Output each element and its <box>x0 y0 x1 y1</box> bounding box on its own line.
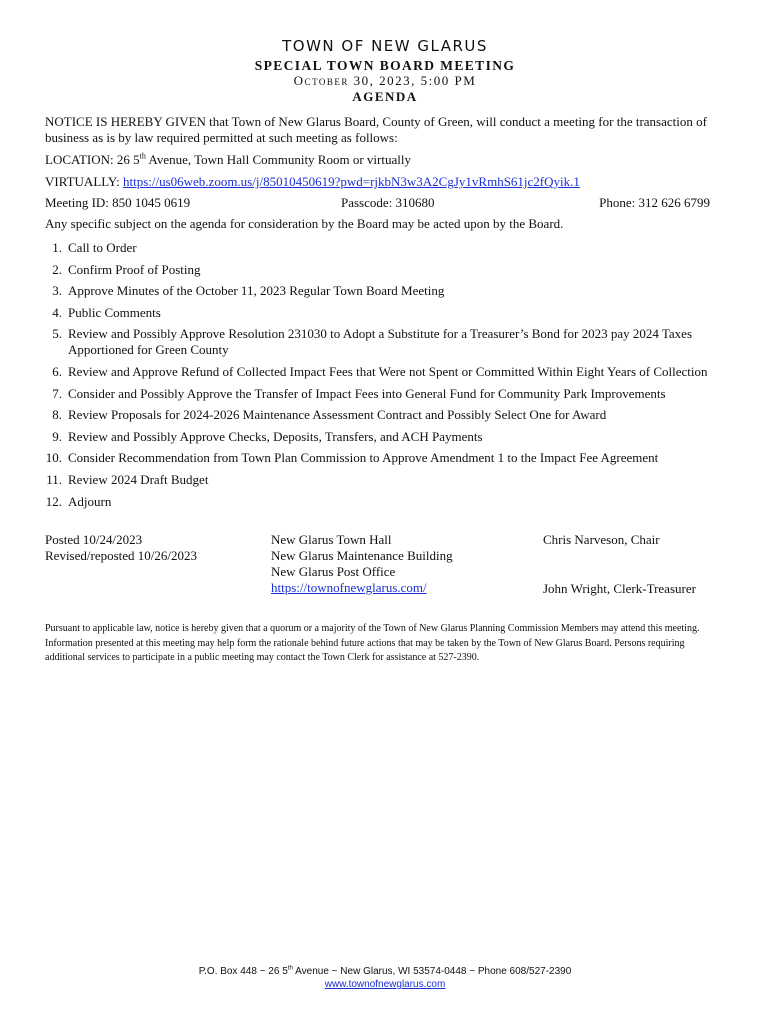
agenda-item <box>40 407 720 423</box>
agenda-item <box>40 326 720 358</box>
any-subject-note: Any specific subject on the agenda for consideration by the Board may be acted upon by the Board. <box>45 216 564 231</box>
agenda-item-text: Review and Approve Refund of Collected Impact Fees that Were not Spent or Committed Within Eight Years of Collection <box>68 363 708 379</box>
agenda-item <box>40 262 720 278</box>
meeting-date: October 30, 2023, 5:00 PM <box>293 73 477 88</box>
posting-place: New Glarus Town Hall <box>271 532 392 547</box>
agenda-item <box>40 450 720 466</box>
agenda-item-text: Consider and Possibly Approve the Transfer of Impact Fees into General Fund for Community Park Improvements <box>68 385 666 401</box>
town-website-link[interactable]: https://townofnewglarus.com/ <box>271 580 427 595</box>
virtual-label: VIRTUALLY: <box>45 174 123 189</box>
revised-date: Revised/reposted 10/26/2023 <box>45 548 198 563</box>
meeting-phone: Phone: 312 626 6799 <box>599 195 710 210</box>
agenda-item-text: Confirm Proof of Posting <box>68 261 201 277</box>
agenda-item-text: Review and Possibly Approve Resolution 231030 to Adopt a Substitute for a Treasurer’s Bond for 2023 pay 2024 Taxes Apportioned for Green County <box>68 326 693 358</box>
meeting-title: SPECIAL TOWN BOARD MEETING <box>254 58 516 73</box>
agenda-list <box>40 240 720 515</box>
agenda-item-number: 12. <box>45 493 62 509</box>
agenda-item-text: Adjourn <box>68 493 112 509</box>
agenda-item <box>40 494 720 510</box>
document-header <box>0 36 770 104</box>
footer-website-link[interactable]: www.townofnewglarus.com <box>324 979 446 990</box>
town-title: TOWN OF NEW GLARUS <box>282 37 488 55</box>
footer-address <box>0 965 770 978</box>
posting-dates <box>45 532 197 564</box>
location-prefix: LOCATION: 26 5 <box>45 152 140 167</box>
posting-place: New Glarus Post Office <box>271 564 396 579</box>
virtual-line <box>45 174 730 190</box>
footer-address-suffix: Avenue ~ New Glarus, WI 53574-0448 ~ Phone 608/527-2390 <box>292 966 572 977</box>
footer-address-sup: th <box>287 964 293 972</box>
posting-place: New Glarus Maintenance Building <box>271 548 453 563</box>
agenda-item-text: Review 2024 Draft Budget <box>68 471 209 487</box>
agenda-item-text: Approve Minutes of the October 11, 2023 Regular Town Board Meeting <box>68 283 445 299</box>
agenda-item-number: 9. <box>52 428 62 444</box>
agenda-item <box>40 283 720 299</box>
clerk-name: John Wright, Clerk-Treasurer <box>543 581 696 596</box>
agenda-item-number: 7. <box>52 385 62 401</box>
page-footer <box>0 965 770 991</box>
footer-address-prefix: P.O. Box 448 ~ 26 5 <box>198 966 288 977</box>
agenda-item-number: 4. <box>52 304 62 320</box>
posted-date: Posted 10/24/2023 <box>45 532 143 547</box>
agenda-item <box>40 305 720 321</box>
agenda-item <box>40 386 720 402</box>
location-line <box>45 152 730 168</box>
agenda-item-number: 11. <box>46 471 62 487</box>
posting-locations <box>271 532 453 596</box>
agenda-heading: AGENDA <box>352 89 418 104</box>
agenda-item <box>40 429 720 445</box>
agenda-item-number: 6. <box>52 363 62 379</box>
agenda-item-number: 3. <box>52 283 62 299</box>
meeting-id: Meeting ID: 850 1045 0619 <box>45 195 191 210</box>
agenda-item-number: 10. <box>45 450 62 466</box>
chair-name: Chris Narveson, Chair <box>543 532 660 547</box>
agenda-item-number: 2. <box>52 261 62 277</box>
agenda-item-text: Consider Recommendation from Town Plan Commission to Approve Amendment 1 to the Impact Fee Agreement <box>68 450 659 466</box>
agenda-item <box>40 364 720 380</box>
zoom-link[interactable]: https://us06web.zoom.us/j/85010450619?pwd=rjkbN3w3A2CgJy1vRmhS61jc2fQyik.1 <box>122 174 580 189</box>
signatories <box>543 532 696 597</box>
agenda-item <box>40 240 720 256</box>
agenda-item-number: 8. <box>52 407 62 423</box>
notice-paragraph: NOTICE IS HEREBY GIVEN that Town of New Glarus Board, County of Green, will conduct a meeting for the transaction of business as is by law required permitted at such meeting as follows: <box>45 114 707 145</box>
agenda-item-text: Call to Order <box>68 240 137 255</box>
agenda-item <box>40 472 720 488</box>
location-suffix: Avenue, Town Hall Community Room or virtually <box>145 152 411 167</box>
agenda-item-number: 5. <box>52 326 62 342</box>
meeting-passcode: Passcode: 310680 <box>341 195 435 210</box>
agenda-item-text: Public Comments <box>68 304 161 320</box>
pursuant-notice: Pursuant to applicable law, notice is hereby given that a quorum or a majority of the Town of New Glarus Planning Commission Members may attend this meeting. Information presented at this meeting may help form the rationale behind future actions that may be taken by the Town of New Glarus Board. Persons requiring additional services to participate in a public meeting may contact the Town Clerk for assistance at 527-2390. <box>45 623 700 663</box>
agenda-item-text: Review Proposals for 2024-2026 Maintenance Assessment Contract and Possibly Select One for Award <box>68 407 607 423</box>
agenda-item-text: Review and Possibly Approve Checks, Deposits, Transfers, and ACH Payments <box>68 428 483 444</box>
agenda-item-number: 1. <box>52 240 62 255</box>
location-sup: th <box>139 151 146 161</box>
